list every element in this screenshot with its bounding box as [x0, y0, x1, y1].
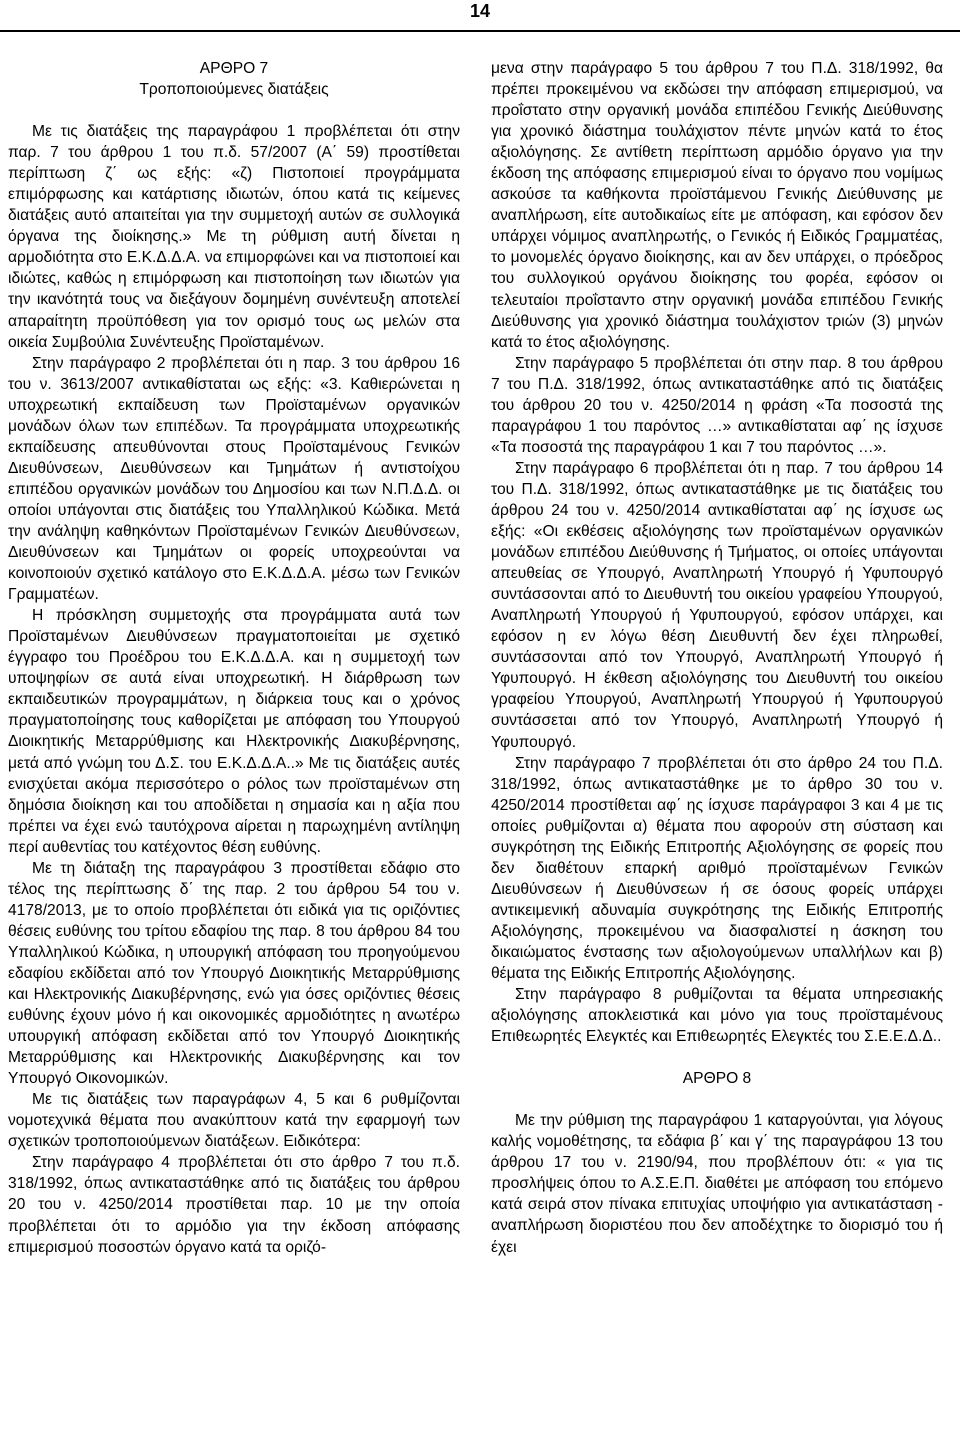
left-column: [8, 58, 460, 1258]
paragraph: Στην παράγραφο 2 προβλέπεται ότι η παρ. 3 του άρθρου 16 του ν. 3613/2007 αντικαθίσταται ως εξής: «3. Καθιερώνεται η υποχρεωτική εκπαίδευση των Προϊσταμένων οργανικών μονάδων όλων των επιπέδων. Τα προγράμματα υποχρεωτικής εκπαίδευσης απευθύνονται στους Προϊσταμένους Γενικών Διευθύνσεων, Διευθύνσεων και Τμημάτων ή αντιστοίχου επιπέδου οργανικών μονάδων του Δημοσίου και των Ν.Π.Δ.Δ. οι οποίοι υπάγονται στις διατάξεις του Υπαλληλικού Κώδικα. Μετά την ανάληψη καθηκόντων Προϊσταμένων Γενικών Διευθύνσεων, Διευθύνσεων και Τμημάτων οι φορείς υποχρεούνται να κοινοποιούν σχετικό κατάλογο στο Ε.Κ.Δ.Δ.Α. μέσω των Γενικών Γραμματέων.: [8, 354, 460, 604]
right-column: [491, 58, 943, 1258]
paragraph: Με τη διάταξη της παραγράφου 3 προστίθεται εδάφιο στο τέλος της περίπτωσης δ΄ της παρ. 2 του άρθρου 54 του ν. 4178/2013, με το οποίο προβλέπεται ότι ειδικά για τις οριζόντιες θέσεις ευθύνης του τρίτου εδαφίου της παρ. 8 του άρθρου 84 του Υπαλληλικού Κώδικα, η υπουργική απόφαση του προηγούμενου εδαφίου εκδίδεται από τον Υπουργό Διοικητικής Μεταρρύθμισης και Ηλεκτρονικής Διακυβέρνησης, ενώ για όσες οριζόντιες θέσεις ευθύνης έχουν μόνο ή και οικονομικές αρμοδιότητες η ανωτέρω υπουργική απόφαση εκδίδεται από τον Υπουργό Διοικητικής Μεταρρύθμισης και Ηλεκτρονικής Διακυβέρνησης και τον Υπουργό Οικονομικών.: [8, 859, 460, 1088]
article-7-heading: ΑΡΘΡΟ 7: [199, 60, 269, 77]
paragraph: Με την ρύθμιση της παραγράφου 1 καταργούνται, για λόγους καλής νομοθέτησης, τα εδάφια β΄ και γ΄ της παραγράφου 13 του άρθρου 17 του ν. 2190/94, που προβλέπουν ότι: « για τις προσλήψεις όπου το Α.Σ.Ε.Π. διαθέτει με απόφαση του επόμενο κατά σειρά στον πίνακα επιτυχίας υποψήφιο για αντικατάσταση - αναπλήρωση διοριστέου που δεν αποδέχτηκε το διορισμό του ή έχει: [491, 1112, 943, 1256]
spacer: [8, 100, 460, 121]
paragraph: μενα στην παράγραφο 5 του άρθρου 7 του Π.Δ. 318/1992, θα πρέπει προκειμένου να εκδώσει την απόφαση επιμερισμού, να προΐστατο στην οργανική μονάδα επιπέδου Γενικής Διεύθυνσης για χρονικό διάστημα τουλάχιστον πέντε μηνών κατά το έτος αξιολόγησης. Σε αντίθετη περίπτωση αρμόδιο όργανο για την έκδοση της απόφασης επιμερισμού είναι το όργανο που νομίμως ασκούσε τα καθήκοντα προϊστάμενου Γενικής Διεύθυνσης με αναπλήρωση, είτε αυτοδικαίως είτε με απόφαση, και εφόσον δεν υπάρχει νόμιμος αναπληρωτής, ο Γενικός ή Ειδικός Γραμματέας, το μονομελές όργανο διοίκησης, και αν δεν υπάρχει, ο πρόεδρος του συλλογικού οργάνου διοίκησης του φορέα, εφόσον οι τελευταίοι προΐστανто στην οργανική μονάδα επιπέδου Γενικής Διεύθυνσης για χρονικό διάστημα τουλάχιστον τριών (3) μηνών κατά το έτος αξιολόγησης.: [491, 60, 943, 351]
paragraph: Με τις διατάξεις των παραγράφων 4, 5 και 6 ρυθμίζονται νομοτεχνικά θέματα που ανακύπτουν κατά την εφαρμογή των σχετικών τροποποιούμενων διατάξεων. Ειδικότερα:: [8, 1091, 460, 1151]
paragraph: Στην παράγραφο 5 προβλέπεται ότι στην παρ. 8 του άρθρου 7 του Π.Δ. 318/1992, όπως αντικαταστάθηκε από τις διατάξεις του άρθρου 20 του ν. 4250/2014 η φράση «Τα ποσοστά της παραγράφου 1 του παρόντος …» αντικαθίσταται αφ΄ ης ίσχυσε «Τα ποσοστά της παραγράφου 1 και 7 του παρόντος …».: [491, 354, 943, 456]
paragraph: Στην παράγραφο 8 ρυθμίζονται τα θέματα υπηρεσιακής αξιολόγησης αποκλειστικά και μόνο για τους προϊσταμένους Επιθεωρητές Ελεγκτές και Επιθεωρητές Ελεγκτές του Σ.Ε.Ε.Δ.Δ..: [491, 986, 943, 1046]
spacer: [491, 1047, 943, 1068]
paragraph: Στην παράγραφο 4 προβλέπεται ότι στο άρθρο 7 του π.δ. 318/1992, όπως αντικαταστάθηκε από τις διατάξεις του άρθρου 20 του ν. 4250/2014 προστίθεται παρ. 10 με την οποία προβλέπεται ότι το αρμόδιο για την έκδοση απόφασης επιμερισμού ποσοστών όργανο κατά τα οριζό-: [8, 1154, 460, 1256]
spacer: [491, 1089, 943, 1110]
header-rule: [0, 30, 960, 32]
article-8-heading: ΑΡΘΡΟ 8: [682, 1070, 752, 1088]
paragraph: Στην παράγραφο 7 προβλέπεται ότι στο άρθρο 24 του Π.Δ. 318/1992, όπως αντικαταστάθηκε με το άρθρο 30 του ν. 4250/2014 προστίθεται αφ΄ ης ίσχυσε παράγραφοι 3 και 4 με τις οποίες ρυθμίζονται α) θέματα που αφορούν στη σύσταση και συγκρότηση της Ειδικής Επιτροπής Αξιολόγησης σε φορείς που δεν διαθέτουν επαρκή αριθμό προϊσταμένων Γενικών Διευθύνσεων ή Διευθύνσεων ή σε όσους φορείς υπάρχει αντικειμενική αδυναμία συγκρότησης της Ειδικής Επιτροπής Αξιολόγησης, προκειμένου να διασφαλιστεί η άσκηση του δικαιώματος ένστασης των αξιολογούμενων υπαλλήλων και β) θέματα της Ειδικής Επιτροπής Αξιολόγησης.: [491, 754, 943, 983]
page-number: 14: [469, 1, 491, 21]
paragraph: Με τις διατάξεις της παραγράφου 1 προβλέπεται ότι στην παρ. 7 του άρθρου 1 του π.δ. 57/2007 (Α΄ 59) προστίθεται περίπτωση ζ΄ ως εξής: «ζ) Πιστοποιεί προγράμματα επιμόρφωσης και κατάρτισης ιδιωτών, όπου κατά τις κείμενες διατάξεις αυτό απαιτείται για την συμμετοχή αυτών σε συλλογικά όργανα της διοίκησης.» Με τη ρύθμιση αυτή δίνεται η αρμοδιότητα στο Ε.Κ.Δ.Δ.Α. να επιμορφώνει και να πιστοποιεί και ιδιώτες, καθώς η επιμόρφωση και πιστοποίηση των ιδιωτών για την ικανότητά τους να διεξάγουν δομημένη συνέντευξη αποτελεί απαραίτητη προϋπόθεση για τον ορισμό τους ως μελών στα οικεία Συμβούλια Συνέντευξης Προϊσταμένων.: [8, 123, 460, 351]
article-7-subheading: Τροποποιούμενες διατάξεις: [139, 81, 329, 99]
paragraph: Στην παράγραφο 6 προβλέπεται ότι η παρ. 7 του άρθρου 14 του Π.Δ. 318/1992, όπως αντικαταστάθηκε με τις διατάξεις του άρθρου 24 του ν. 4250/2014 αντικαθίσταται αφ΄ ης ίσχυσε ως εξής: «Οι εκθέσεις αξιολόγησης των προϊσταμένων οργανικών μονάδων επιπέδου Διεύθυνσης ή Τμήματος, οι οποίες υπάγονται απευθείας σε Υπουργό, Αναπληρωτή Υπουργό ή Υφυπουργό συντάσσονται από το Διευθυντή του οικείου γραφείου Υπουργού, Αναπληρωτή Υπουργού ή Υφυπουργού, εφόσον υπάρχει, και εφόσον η εν λόγω θέση Διευθυντή δεν έχει πληρωθεί, συντάσσονται από τον Υπουργό, Αναπληρωτή Υπουργό ή Υφυπουργό. Η έκθεση αξιολόγησης του Διευθυντή του οικείου γραφείου Υπουργού, Αναπληρωτή Υπουργού ή Υφυπουργού συντάσσεται από τον Υπουργό, Αναπληρωτή Υπουργό ή Υφυπουργό.: [491, 459, 943, 751]
paragraph: Η πρόσκληση συμμετοχής στα προγράμματα αυτά των Προϊσταμένων Διευθύνσεων πραγματοποιείται με σχετικό έγγραφο του Προέδρου του Ε.Κ.Δ.Δ.Α. και η συμμετοχή των υποψηφίων σε αυτά είναι υποχρεωτική. Η διάρθρωση των εκπαιδευτικών προγραμμάτων, η διάρκεια τους και ο χρόνος πραγματοποίησης τους καθορίζεται με απόφαση του Υπουργού Διοικητικής Μεταρρύθμισης και Ηλεκτρονικής Διακυβέρνησης, μετά από γνώμη του Δ.Σ. του Ε.Κ.Δ.Δ.Α..» Με τις διατάξεις αυτές ενισχύεται ακόμα περισσότερο ο ρόλος των προϊσταμένων στη δημόσια διοίκηση και του αποδίδεται η σημασία και η αξία που πρέπει να έχει ενώ ταυτόχρονα αίρεται η παρωχημένη αντίληψη περί αυθεντίας του κατέχοντος θέση ευθύνης.: [8, 607, 460, 856]
